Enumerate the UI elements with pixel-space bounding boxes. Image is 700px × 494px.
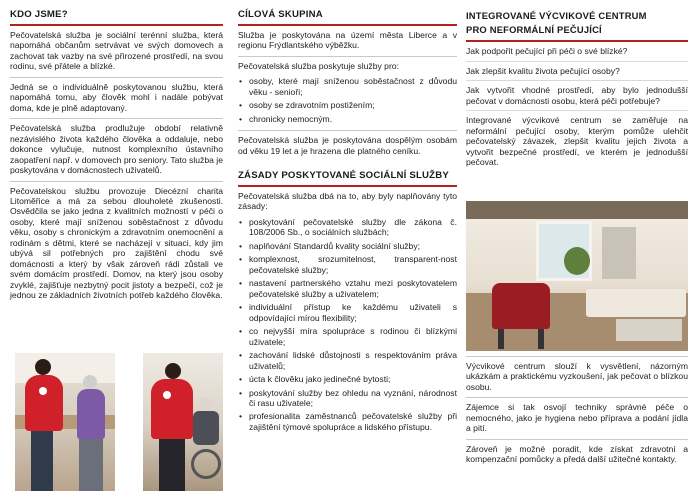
paragraph: Jedná se o individuálně poskytovanou službu, která napomáhá tomu, aby člověk mohl i nadále pobývat doma, kde je plně adaptovaný. — [10, 81, 223, 113]
divider — [10, 181, 223, 182]
column-target-group — [238, 0, 457, 494]
list-item: • chronicky nemocným. — [238, 114, 457, 124]
heading-line: INTEGROVANÉ VÝCVIKOVÉ CENTRUM — [466, 10, 647, 21]
list-item: • komplexnost, srozumitelnost, transparent-nost pečovatelské služby; — [238, 254, 457, 275]
paragraph: Zájemce si tak osvojí techniky správné péče o nemocného, jako je hygiena nebo příprava a podání jídla a pití. — [466, 402, 688, 434]
divider — [238, 130, 457, 131]
paragraph: Pečovatelská služba je sociální terénní služba, která napomáhá občanům setrvávat ve svých domovech a zachovat tak vazby na své přirozené prostředí, na svou rodinu, své přátele a blízké. — [10, 29, 223, 72]
heading-who-we-are: KDO JSME? — [10, 9, 223, 26]
list-item: • naplňování Standardů kvality sociální služby; — [238, 241, 457, 251]
charita-logo — [39, 387, 47, 395]
paragraph: Integrované výcvikové centrum se zaměřuje na neformální pečující osoby, kterým pomůže ulehčit pečovatelský závazek, zlepšit kvalitu jejich života a vytvořit bezpečné prostředí, ve kterém je jednodušší pečovat. — [466, 115, 688, 168]
question: Jak zlepšit kvalitu života pečující osoby? — [466, 66, 688, 81]
heading-training-center — [466, 9, 688, 42]
paragraph: Pečovatelská služba poskytuje služby pro: — [238, 60, 399, 71]
divider — [466, 439, 688, 440]
paragraph: Pečovatelská služba je poskytována dospělým osobám od věku 19 let a je hrazena dle platného ceníku. — [238, 135, 457, 156]
paragraph: Služba je poskytována na území města Liberce a v regionu Frýdlantského výběžku. — [238, 29, 457, 51]
list-item: • úcta k člověku jako jedinečné bytosti; — [238, 374, 457, 384]
question: Jak vytvořit vhodné prostředí, aby bylo jednodušší pečovat v domácnosti osobu, která péči potřebuje? — [466, 85, 688, 111]
divider — [10, 77, 223, 78]
list-item: • zachování lidské důstojnosti s respektováním práva uživatelů; — [238, 350, 457, 371]
target-group-list — [238, 76, 457, 124]
list-item: • co nejvyšší míra spolupráce s rodinou či blízkými uživatele; — [238, 326, 457, 347]
heading-line: PRO NEFORMÁLNÍ PEČUJÍCÍ — [466, 24, 602, 36]
paragraph: Pečovatelská služba dbá na to, aby byly naplňovány tyto zásady: — [238, 190, 457, 212]
list-item: • nastavení partnerského vztahu mezi poskytovatelem pečovatelské služby a uživatelem; — [238, 278, 457, 299]
training-room-photo — [466, 201, 688, 351]
principles-list — [238, 217, 457, 433]
training-center-details — [466, 356, 688, 494]
divider — [10, 118, 223, 119]
divider — [466, 356, 688, 357]
list-item: • poskytování služby bez ohledu na vyznání, národnost či rasu uživatele; — [238, 388, 457, 409]
divider — [466, 397, 688, 398]
list-item: • osoby, které mají sníženou soběstačnost z důvodu věku - senioři; — [238, 76, 457, 97]
list-item: • osoby se zdravotním postižením; — [238, 100, 457, 110]
caregiver-kitchen-photo — [15, 353, 115, 491]
caregiver-wheelchair-photo — [143, 353, 223, 491]
paragraph: Pečovatelská služba prodlužuje období relativně nezávislého života každého člověka a oddaluje, nebo dokonce vylučuje, nutnost komplexního ústavního zaopatření např. v domovech pro seniory. Tato služba je poskytována v domácnostech uživatelů. — [10, 123, 223, 176]
list-item: • poskytování pečovatelské služby dle zákona č. 108/2006 Sb., o sociálních službách; — [238, 217, 457, 238]
divider — [238, 56, 457, 57]
column-who-we-are — [10, 0, 223, 494]
paragraph: Pečovatelskou službu provozuje Diecézní charita Litoměřice a má za sebou dlouholeté zkušenosti. Osvědčila se jako jedna z kvalitních možností v péči o osoby, které mají sníženou soběstačnost z důvodu věku, osoby s chronickým a zdravotním onemocnění a rodinám s dětmi, které se nacházejí v situaci, kdy jim ubývá sil potřebných pro zajištění chodu své domácnosti a který by však zároveň rádi zůstali ve svém domácím prostředí. Domov, na který jsou osoby zvyklé, zajišťuje nezbytný pocit jistoty a bezpečí, což je jednou ze základních životních potřeb každého člověka. — [10, 185, 223, 301]
paragraph: Výcvikové centrum slouží k vysvětlení, názorným ukázkám a praktickému vyzkoušení, jak pečovat o blízkou osobu. — [466, 361, 688, 392]
question: Jak podpořit pečující při péči o své blízké? — [466, 46, 688, 61]
photo-row — [10, 353, 223, 491]
heading-principles: ZÁSADY POSKYTOVANÉ SOCIÁLNÍ SLUŽBY — [238, 170, 457, 187]
list-item: • individuální přístup ke každému uživateli s odpovídající mírou flexibility; — [238, 302, 457, 323]
paragraph: Zároveň je možné poradit, kde získat zdravotní a kompenzační pomůcky a předá další užitečné kontakty. — [466, 443, 688, 465]
heading-target-group: CÍLOVÁ SKUPINA — [238, 9, 457, 26]
list-item: • profesionalita zaměstnanců pečovatelské služby při zajištění týmové spolupráce a lidského přístupu. — [238, 411, 457, 432]
